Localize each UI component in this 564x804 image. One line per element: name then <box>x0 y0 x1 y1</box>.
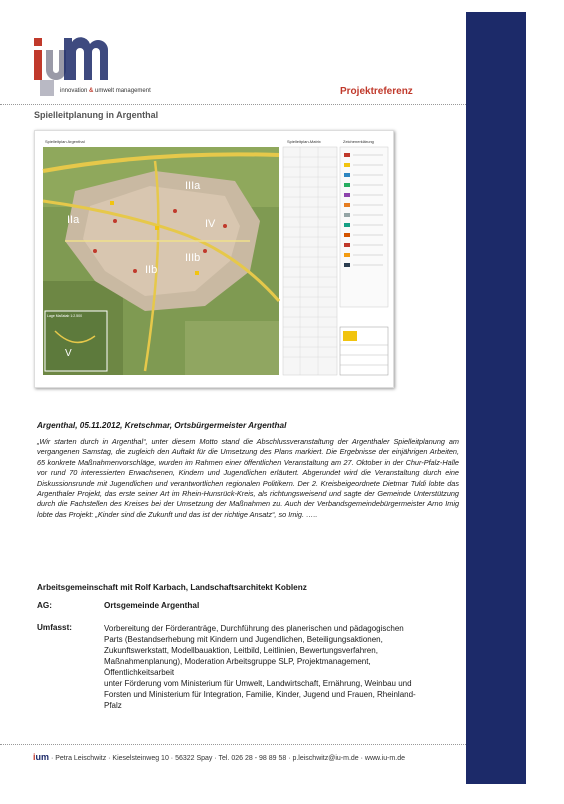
footer-logo-um: um <box>35 752 50 762</box>
sidebar-bar <box>466 12 526 784</box>
zone-label: IV <box>205 218 216 230</box>
logo-tagline: innovation & umwelt management <box>60 88 151 94</box>
spielleitplan-map <box>34 130 394 388</box>
article-caption: Argenthal, 05.11.2012, Kretschmar, Ortsbürgermeister Argenthal <box>37 421 287 430</box>
header-label: Projektreferenz <box>340 86 413 97</box>
map-title-left: Spielleitplan Argenthal <box>45 139 85 144</box>
section-title: Spielleitplanung in Argenthal <box>34 110 159 120</box>
zone-label: IIb <box>145 264 158 276</box>
umfasst-value: Vorbereitung der Förderanträge, Durchführung des planerischen und pädagogischen Parts (Bestandserhebung mit Kindern und Jugendlichen, Beteiligungsaktionen, Zukunftswerkstatt, Modellbauaktion, Leitbild, Leitlinien, Bewertungsverfahren, Maßnahmenplanung), Moderation Arbeitsgruppe SLP, Projektmanagement, Öffentlichkeitsarbeit unter Förderung vom Ministerium für Umwelt, Landwirtschaft, Ernährung, Weinbau und Forsten und Ministerium für Integration, Familie, Kinder, Jugend und Frauen, Rheinland-Pfalz <box>104 624 416 710</box>
map-title-mid: Spielleitplan-Matrix <box>287 139 321 144</box>
zone-label: IIa <box>67 214 80 226</box>
umfasst-label: Umfasst: <box>37 623 73 632</box>
footer-logo-i: i <box>33 752 36 762</box>
ag-label: AG: <box>37 601 53 610</box>
footer-contact: · Petra Leischwitz · Kieselsteinweg 10 · 56322 Spay · Tel. 026 28 - 98 89 58 · p.leischwitz@iu-m.de · www.iu-m.de <box>49 755 405 762</box>
ag-value: Ortsgemeinde Argenthal <box>104 601 200 610</box>
article-body: „Wir starten durch in Argenthal“, unter diesem Motto stand die Abschlussveranstaltung der Argenthaler Spielleitplanung am vergangenen Samstag, die zugleich den Auftakt für die Umsetzung des Plans markiert. Die Ergebnisse der einjährigen Arbeiten, 65 konkrete Maßnahmenvorschläge, wurden im Rahmen einer öffentlichen Veranstaltung am 27. Oktober in der Chur-Pfalz-Halle vor rund 70 interessierten Erwachsenen, Kindern und Jugendlichen erläutert. Abgerundet wird die Veranstaltung durch eine Diskussionsrunde mit Jugendlichen und verantwortlichen regionalen Politikern. Der 2. Kreisbeigeordnete Dietmar Tuldi lobte das Argenthaler Projekt, das erste seiner Art im Rhein-Hunsrück-Kreis, als richtungsweisend und sagte der Gemeinde Unterstützung durch die Fachstellen des Kreises bei der Umsetzung der Maßnahmen zu. Auch der Verbandsgemeindebürgermeister Arno Imig lobte das Projekt: „Kinder sind die Zukunft und das ist der richtige Ansatz“, so Imig. ….. <box>37 437 459 519</box>
zone-label: V <box>65 348 72 359</box>
footer-divider <box>0 744 466 745</box>
header-divider <box>0 104 466 105</box>
footer <box>33 752 405 762</box>
inset-label: Lage Maßstab 1:2.500 <box>47 314 83 318</box>
project-partner: Arbeitsgemeinschaft mit Rolf Karbach, Landschaftsarchitekt Koblenz <box>37 583 307 592</box>
zone-label: IIIa <box>185 180 201 192</box>
map-title-right: Zeichenerklärung <box>343 139 374 144</box>
zone-label: IIIb <box>185 252 201 264</box>
